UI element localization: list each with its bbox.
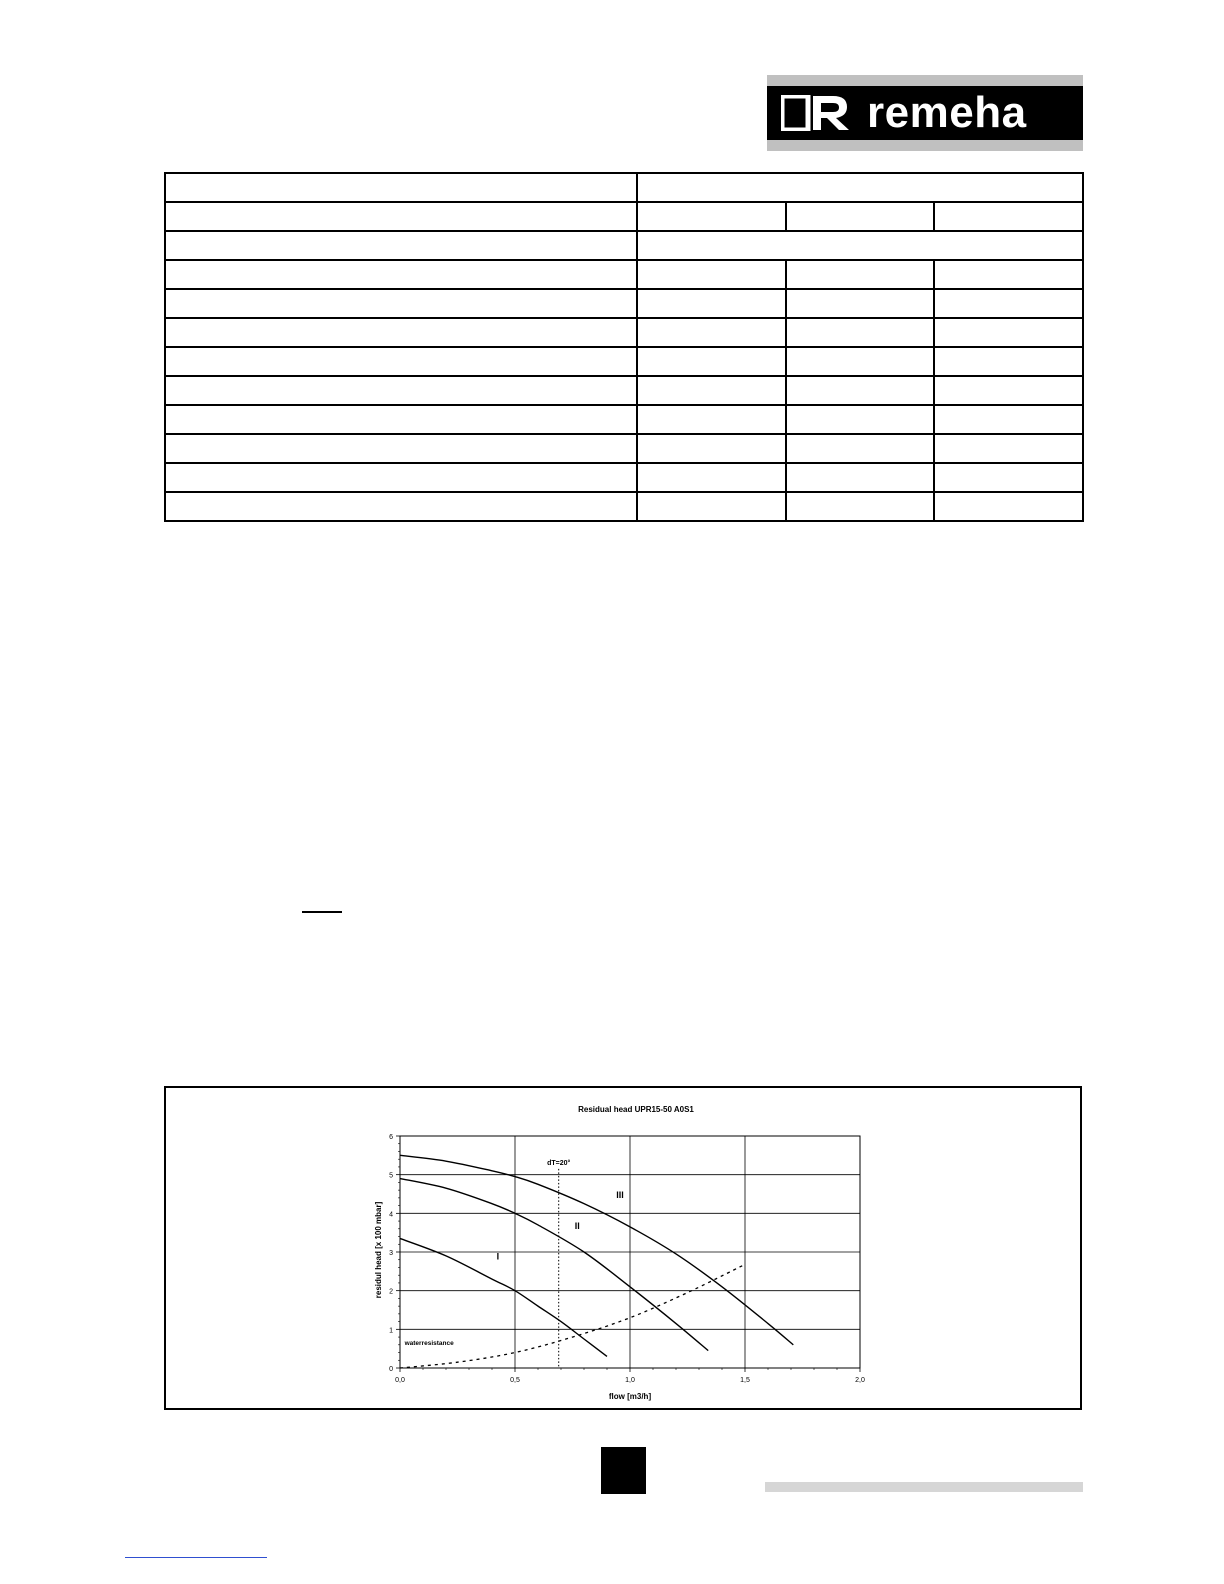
x-axis-label: flow [m3/h] <box>608 1392 652 1401</box>
table-cell <box>786 260 935 289</box>
table-cell <box>786 492 935 521</box>
table-cell <box>637 289 786 318</box>
table-cell <box>165 260 637 289</box>
table-row <box>165 405 1083 434</box>
chart-annotation: waterresistance <box>404 1339 454 1347</box>
table-cell <box>165 173 637 202</box>
chart-annotation: dT=20° <box>547 1160 571 1167</box>
table-cell <box>934 202 1083 231</box>
y-tick-label: 5 <box>389 1172 393 1180</box>
table-cell <box>637 405 786 434</box>
chart-title: Residual head UPR15-50 A0S1 <box>578 1105 694 1114</box>
table-row <box>165 492 1083 521</box>
logo-band <box>767 86 1083 140</box>
table-cell <box>165 231 637 260</box>
table-row <box>165 434 1083 463</box>
series-line-waterresistance <box>400 1266 743 1368</box>
table-cell <box>934 492 1083 521</box>
table-cell <box>637 318 786 347</box>
table-cell <box>786 376 935 405</box>
table-cell <box>786 463 935 492</box>
x-tick-label: 1,5 <box>740 1377 750 1384</box>
y-tick-label: 2 <box>389 1288 393 1296</box>
table-row <box>165 347 1083 376</box>
table-cell <box>786 202 935 231</box>
table-cell <box>637 173 1083 202</box>
table-cell <box>786 289 935 318</box>
table-cell <box>637 347 786 376</box>
footer-link-line <box>125 1557 267 1558</box>
table-cell <box>786 434 935 463</box>
table-cell <box>637 202 786 231</box>
table-cell <box>934 260 1083 289</box>
y-tick-label: 0 <box>389 1366 393 1373</box>
y-tick-label: 1 <box>389 1327 393 1335</box>
remeha-logo <box>767 75 1083 151</box>
chart-series <box>400 1155 793 1368</box>
table-cell <box>934 463 1083 492</box>
table-cell <box>934 318 1083 347</box>
table-cell <box>165 492 637 521</box>
table-row <box>165 463 1083 492</box>
table-cell <box>165 289 637 318</box>
footer-bar <box>765 1482 1083 1492</box>
x-tick-label: 0,0 <box>395 1377 405 1384</box>
table-cell <box>637 260 786 289</box>
table-row <box>165 173 1083 202</box>
chart-annotations <box>404 1159 624 1368</box>
table-cell <box>934 376 1083 405</box>
underline-mark <box>302 911 342 913</box>
y-tick-label: 6 <box>389 1134 393 1141</box>
table-cell <box>637 231 1083 260</box>
table-cell <box>165 405 637 434</box>
chart-annotation: II <box>574 1220 580 1231</box>
x-tick-label: 0,5 <box>510 1377 520 1384</box>
table-cell <box>637 463 786 492</box>
table-cell <box>165 347 637 376</box>
table-cell <box>786 318 935 347</box>
table-cell <box>165 463 637 492</box>
chart-annotation: III <box>616 1189 624 1200</box>
table-cell <box>637 376 786 405</box>
table-cell <box>934 405 1083 434</box>
series-line-iii <box>400 1155 793 1344</box>
table-row <box>165 202 1083 231</box>
table-row <box>165 231 1083 260</box>
chart-grid <box>400 1136 860 1368</box>
table-cell <box>637 492 786 521</box>
table-row <box>165 289 1083 318</box>
table-cell <box>934 347 1083 376</box>
dr-monogram-icon <box>781 95 851 131</box>
page-number-box <box>601 1447 646 1494</box>
table-cell <box>786 347 935 376</box>
table-cell <box>165 376 637 405</box>
chart-svg <box>166 1088 1080 1408</box>
table-cell <box>934 434 1083 463</box>
series-line-i <box>400 1238 607 1356</box>
x-tick-label: 2,0 <box>855 1377 865 1384</box>
chart-annotation: I <box>496 1251 500 1262</box>
y-tick-label: 4 <box>389 1211 393 1219</box>
residual-head-chart <box>164 1086 1082 1410</box>
table-cell <box>165 318 637 347</box>
y-axis-label: residul head [x 100 mbar] <box>374 1201 383 1299</box>
table-row <box>165 318 1083 347</box>
spec-table <box>164 172 1084 522</box>
x-tick-label: 1,0 <box>625 1377 635 1384</box>
table-cell <box>637 434 786 463</box>
logo-text: remeha <box>867 88 1027 137</box>
series-line-ii <box>400 1179 708 1351</box>
table-cell <box>165 202 637 231</box>
table-cell <box>786 405 935 434</box>
chart-ticks <box>389 1134 865 1384</box>
table-row <box>165 260 1083 289</box>
y-tick-label: 3 <box>389 1250 393 1257</box>
table-cell <box>165 434 637 463</box>
table-cell <box>934 289 1083 318</box>
table-row <box>165 376 1083 405</box>
